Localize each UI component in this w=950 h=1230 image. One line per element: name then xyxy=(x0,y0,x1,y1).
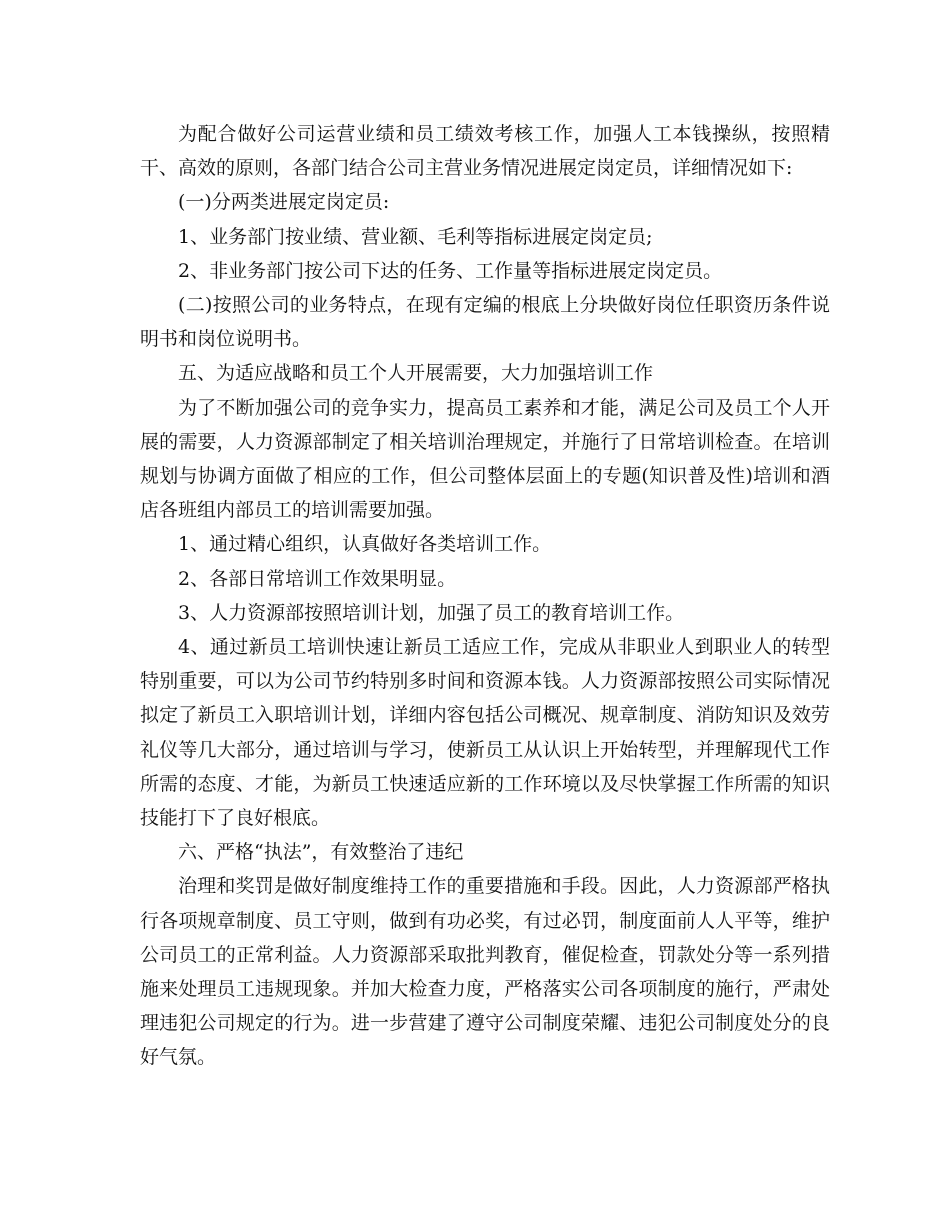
paragraph-training-item-1: 1、通过精心组织，认真做好各类培训工作。 xyxy=(178,533,552,556)
paragraph-training-item-2: 2、各部日常培训工作效果明显。 xyxy=(178,567,457,590)
paragraph-item-1: 1、业务部门按业绩、营业额、毛利等指标进展定岗定员; xyxy=(178,225,653,248)
paragraph-intro: 为配合做好公司运营业绩和员工绩效考核工作，加强人工本钱操纵，按照精干、高效的原则，各部门结合公司主营业务情况进展定岗定员，详细情况如下: xyxy=(140,123,830,180)
paragraph-subheading-2: (二)按照公司的业务特点，在现有定编的根底上分块做好岗位任职资历条件说明书和岗位说明书。 xyxy=(140,294,830,351)
document-body xyxy=(140,117,830,1075)
paragraph-training-item-4: 4、通过新员工培训快速让新员工适应工作，完成从非职业人到职业人的转型特别重要，可以为公司节约特别多时间和资源本钱。人力资源部按照公司实际情况拟定了新员工入职培训计划，详细内容包括公司概况、规章制度、消防知识及效劳礼仪等几大部分，通过培训与学习，使新员工从认识上开始转型，并理解现代工作所需的态度、才能，为新员工快速适应新的工作环境以及尽快掌握工作所需的知识技能打下了良好根底。 xyxy=(140,636,830,830)
paragraph-training-item-3: 3、人力资源部按照培训计划，加强了员工的教育培训工作。 xyxy=(178,601,685,624)
paragraph-discipline: 治理和奖罚是做好制度维持工作的重要措施和手段。因此，人力资源部严格执行各项规章制度、员工守则，做到有功必奖，有过必罚，制度面前人人平等，维护公司员工的正常利益。人力资源部采取批判教育，催促检查，罚款处分等一系列措施来处理员工违规现象。并加大检查力度，严格落实公司各项制度的施行，严肃处理违犯公司规定的行为。进一步营建了遵守公司制度荣耀、违犯公司制度处分的良好气氛。 xyxy=(140,875,830,1069)
paragraph-training-intro: 为了不断加强公司的竞争实力，提高员工素养和才能，满足公司及员工个人开展的需要，人力资源部制定了相关培训治理规定，并施行了日常培训检查。在培训规划与协调方面做了相应的工作，但公司整体层面上的专题(知识普及性)培训和酒店各班组内部员工的培训需要加强。 xyxy=(140,396,830,522)
paragraph-subheading-1: (一)分两类进展定岗定员: xyxy=(178,191,390,214)
section-heading-5: 五、为适应战略和员工个人开展需要，大力加强培训工作 xyxy=(178,362,654,385)
paragraph-item-2: 2、非业务部门按公司下达的任务、工作量等指标进展定岗定员。 xyxy=(178,259,723,282)
section-heading-6: 六、严格“执法”，有效整治了违纪 xyxy=(178,841,464,864)
